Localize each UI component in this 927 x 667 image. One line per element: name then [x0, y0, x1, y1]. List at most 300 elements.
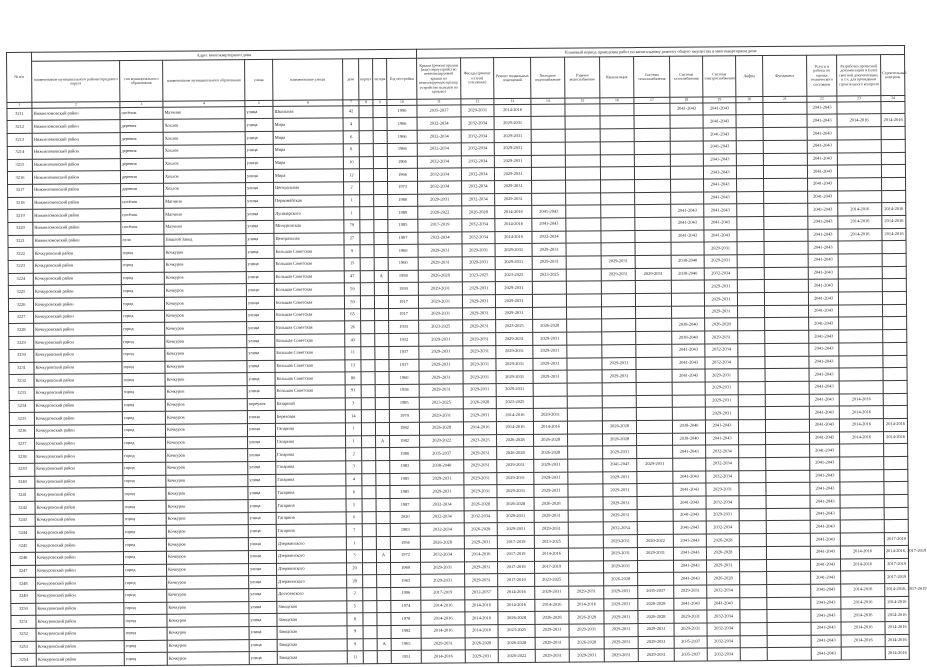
- table-cell: [765, 305, 809, 318]
- table-cell: [634, 167, 670, 180]
- table-cell: [531, 142, 565, 155]
- table-cell: [881, 127, 905, 140]
- table-cell: [763, 153, 807, 166]
- table-cell: 1960: [389, 372, 419, 385]
- table-cell: [635, 179, 671, 192]
- table-cell: [375, 321, 389, 334]
- table-cell: 2029-2031: [534, 459, 568, 472]
- table-cell: город: [121, 272, 164, 285]
- table-cell: [635, 217, 671, 230]
- table-cell: [838, 254, 882, 267]
- table-cell: 2032-2034: [462, 181, 495, 194]
- table-cell: 3229: [9, 336, 34, 349]
- table-cell: [363, 651, 377, 664]
- table-cell: 11: [347, 651, 363, 664]
- table-cell: 2041-2043: [704, 204, 737, 217]
- table-cell: [739, 534, 766, 547]
- table-cell: [738, 394, 765, 407]
- table-cell: 2041-2043: [808, 216, 838, 229]
- table-cell: Кочкуров: [166, 449, 248, 462]
- table-cell: улица: [249, 576, 277, 589]
- table-cell: 2029-2031: [533, 408, 567, 421]
- table-cell: 3212: [7, 121, 32, 134]
- table-cell: 2014-2016: [495, 218, 532, 231]
- table-cell: [765, 356, 809, 369]
- table-cell: улица: [247, 360, 275, 373]
- table-cell: Кочкуровский район: [36, 577, 124, 590]
- table-cell: деревня: [120, 158, 163, 171]
- table-cell: Нижнеломовский район: [33, 234, 121, 247]
- header-columns-row: [7, 54, 905, 102]
- table-cell: [766, 533, 810, 546]
- table-cell: [738, 381, 765, 394]
- table-cell: Мира: [273, 144, 343, 157]
- table-cell: 2029-2031: [497, 472, 534, 485]
- table-cell: город: [122, 412, 165, 425]
- table-cell: 43: [345, 334, 361, 347]
- table-cell: [672, 306, 705, 319]
- table-cell: [737, 217, 764, 230]
- table-cell: Дзержинского: [277, 575, 347, 588]
- table-cell: улица: [245, 170, 273, 183]
- table-cell: Большая Советская: [274, 245, 344, 258]
- table-cell: 2029-2031: [706, 483, 739, 496]
- table-cell: 2041-2043: [810, 432, 840, 445]
- table-cell: Кочкуровский район: [35, 488, 123, 501]
- table-cell: 11: [345, 347, 361, 360]
- table-cell: 2029-2031: [496, 371, 533, 384]
- table-cell: 3216: [7, 172, 32, 185]
- table-cell: [840, 482, 884, 495]
- column-number: 20: [736, 97, 763, 103]
- table-cell: 3225: [8, 286, 33, 299]
- table-cell: Кочкуровский район: [36, 564, 124, 577]
- table-cell: [374, 296, 388, 309]
- table-cell: Заводская: [277, 639, 347, 652]
- table-cell: [360, 207, 374, 220]
- table-cell: [737, 280, 764, 293]
- table-cell: 2: [346, 448, 362, 461]
- table-cell: [376, 461, 390, 474]
- table-cell: 2041-2043: [673, 445, 706, 458]
- table-cell: 1951: [391, 651, 421, 664]
- table-cell: 2041-2043: [704, 191, 737, 204]
- table-cell: [362, 511, 376, 524]
- table-cell: 1983: [390, 460, 420, 473]
- table-body: [7, 101, 927, 666]
- table-cell: 80: [345, 372, 361, 385]
- table-cell: [740, 610, 767, 623]
- table-cell: [739, 508, 766, 521]
- table-cell: город: [123, 538, 166, 551]
- column-header: Год постройки: [387, 58, 417, 99]
- table-cell: [565, 129, 600, 142]
- table-cell: [739, 458, 766, 471]
- table-cell: 2026-2028: [463, 396, 496, 409]
- table-cell: [363, 638, 377, 651]
- table-cell: 2029-2031: [705, 382, 738, 395]
- table-cell: деревня: [120, 171, 163, 184]
- table-cell: [601, 192, 635, 205]
- table-cell: Кочкуров: [167, 627, 249, 640]
- table-cell: [883, 406, 907, 419]
- table-cell: 2014-2016: [837, 114, 881, 127]
- table-cell: [602, 306, 636, 319]
- table-cell: [360, 283, 374, 296]
- table-cell: 1966: [387, 156, 417, 169]
- table-cell: Кочкуров: [165, 347, 247, 360]
- table-cell: 1956: [390, 536, 420, 549]
- table-cell: 2038-2040: [420, 460, 464, 473]
- table-cell: [840, 507, 884, 520]
- table-cell: 47: [344, 270, 360, 283]
- table-cell: 2026-2028: [464, 523, 497, 536]
- table-cell: 2026-2028: [534, 446, 568, 459]
- table-cell: [600, 141, 634, 154]
- table-cell: [883, 368, 907, 381]
- table-cell: [601, 281, 635, 294]
- table-cell: [361, 334, 375, 347]
- table-cell: улица: [248, 500, 276, 513]
- column-header: Канализация: [600, 57, 634, 98]
- table-cell: 2029-2031: [419, 409, 463, 422]
- column-number: 4: [163, 101, 245, 107]
- table-cell: [637, 522, 673, 535]
- table-cell: Кочкуров: [166, 487, 248, 500]
- table-cell: 2032-2034: [705, 356, 738, 369]
- table-cell: 2026-2028: [534, 497, 568, 510]
- table-cell: 2041-2043: [808, 178, 838, 191]
- table-cell: улица: [248, 449, 276, 462]
- table-cell: [837, 101, 881, 114]
- table-cell: [764, 292, 808, 305]
- table-cell: 2014-2016: [881, 114, 905, 127]
- table-cell: 2029-2031: [533, 370, 567, 383]
- table-cell: 2032-2034: [462, 231, 495, 244]
- table-cell: [635, 293, 671, 306]
- table-cell: Кочкуровский район: [34, 361, 122, 374]
- table-cell: 2041-2043: [703, 103, 736, 116]
- table-cell: 2017-2019: [421, 587, 465, 600]
- table-cell: 2014-2016: [838, 203, 882, 216]
- table-cell: [764, 280, 808, 293]
- table-cell: город: [123, 462, 166, 475]
- table-cell: [766, 483, 810, 496]
- table-cell: [373, 156, 387, 169]
- table-cell: [602, 319, 636, 332]
- table-cell: 4: [346, 473, 362, 486]
- table-cell: [359, 143, 373, 156]
- table-cell: 2041-2043: [811, 635, 841, 648]
- table-cell: [601, 230, 635, 243]
- table-cell: [363, 562, 377, 575]
- table-cell: [568, 472, 603, 485]
- table-cell: 2041-2043: [809, 356, 839, 369]
- table-cell: улица: [246, 195, 274, 208]
- table-cell: [377, 651, 391, 664]
- table-cell: [602, 332, 636, 345]
- table-cell: 1: [344, 207, 360, 220]
- table-cell: 2032-2034: [462, 219, 495, 232]
- table-cell: 3222: [8, 248, 33, 261]
- table-cell: 1: [344, 194, 360, 207]
- table-cell: город: [124, 640, 167, 653]
- table-cell: 2029-2031: [494, 130, 531, 143]
- table-cell: 2029-2031: [464, 447, 497, 460]
- table-cell: 2032-2034: [706, 470, 739, 483]
- table-cell: [737, 204, 764, 217]
- table-cell: Матчино: [164, 195, 246, 208]
- table-cell: 2029-2031: [463, 320, 496, 333]
- table-cell: 2029-2031: [533, 332, 567, 345]
- table-cell: 2026-2028: [533, 320, 567, 333]
- table-cell: [670, 154, 703, 167]
- table-cell: 2032-2034: [461, 143, 494, 156]
- table-cell: [838, 292, 882, 305]
- table-cell: [837, 127, 881, 140]
- table-cell: [373, 105, 387, 118]
- table-cell: 2041-2043: [807, 102, 837, 115]
- table-cell: 2014-2016: [465, 625, 498, 638]
- table-cell: [361, 372, 375, 385]
- column-number: 17: [634, 97, 670, 103]
- table-cell: улица: [246, 271, 274, 284]
- table-cell: 2041-2043: [670, 103, 703, 116]
- table-cell: 2041-2043: [674, 572, 707, 585]
- table-cell: [374, 232, 388, 245]
- table-cell: 2032-2034: [420, 549, 464, 562]
- column-header: Лифты: [736, 56, 763, 97]
- table-cell: 2032-2034: [603, 522, 637, 535]
- table-cell: [601, 294, 635, 307]
- table-cell: улица: [246, 208, 274, 221]
- table-cell: 2014-2016: [535, 599, 569, 612]
- table-cell: Большая Советская: [274, 283, 344, 296]
- table-cell: 2041-2043: [809, 394, 839, 407]
- table-cell: 3221: [8, 235, 33, 248]
- table-cell: [568, 459, 603, 472]
- table-cell: [740, 584, 767, 597]
- table-cell: 2029-2031: [638, 636, 674, 649]
- table-cell: [376, 448, 390, 461]
- table-cell: 1974: [391, 600, 421, 613]
- table-cell: 2041-2043: [811, 597, 841, 610]
- table-cell: 2032-2034: [706, 458, 739, 471]
- column-header: Ремонт подвальных помещений: [494, 57, 531, 98]
- table-cell: город: [122, 348, 165, 361]
- table-cell: [600, 154, 634, 167]
- table-cell: [671, 242, 704, 255]
- table-cell: [568, 548, 603, 561]
- table-cell: [738, 318, 765, 331]
- table-cell: 2041-2043: [810, 508, 840, 521]
- table-cell: 2029-2031: [603, 535, 637, 548]
- table-cell: [884, 469, 908, 482]
- table-cell: [375, 410, 389, 423]
- table-cell: [634, 141, 670, 154]
- column-number: 3: [120, 101, 163, 107]
- table-cell: [374, 181, 388, 194]
- table-cell: Кочкуровский район: [34, 374, 122, 387]
- column-number: 24: [881, 95, 905, 101]
- table-cell: 2041-2043: [808, 191, 838, 204]
- table-cell: [737, 267, 764, 280]
- table-cell: 3254: [11, 654, 36, 667]
- table-cell: [635, 255, 671, 268]
- table-cell: [568, 446, 603, 459]
- table-cell: 2029-2031: [638, 649, 674, 662]
- table-cell: Нижнеломовский район: [33, 184, 121, 197]
- table-cell: [763, 127, 807, 140]
- table-cell: 2029-2031: [534, 510, 568, 523]
- table-cell: [737, 293, 764, 306]
- table-cell: [739, 432, 766, 445]
- table-cell: [764, 216, 808, 229]
- table-cell: [636, 331, 672, 344]
- table-cell: 2041-2043: [703, 141, 736, 154]
- table-cell: 2041-2043: [810, 546, 840, 559]
- table-cell: 2029-2031: [495, 193, 532, 206]
- table-cell: 59: [344, 296, 360, 309]
- table-cell: 2029-2031: [497, 485, 534, 498]
- table-cell: 2041-2043: [808, 267, 838, 280]
- table-cell: 2014-2016: [838, 216, 882, 229]
- table-cell: [376, 524, 390, 537]
- table-cell: Луначарского: [274, 207, 344, 220]
- table-cell: 2029-2031: [495, 294, 532, 307]
- table-cell: [566, 281, 601, 294]
- table-cell: 1967: [388, 232, 418, 245]
- table-cell: Кочкуров: [167, 563, 249, 576]
- table-cell: 7: [346, 524, 362, 537]
- table-cell: город: [122, 373, 165, 386]
- table-cell: 2029-2031: [604, 649, 638, 662]
- table-cell: 2029-2031: [419, 371, 463, 384]
- table-cell: 2032-2034: [707, 610, 740, 623]
- table-cell: Большая Советская: [275, 359, 345, 372]
- table-cell: 3232: [9, 375, 34, 388]
- column-number: 23: [837, 96, 881, 102]
- table-cell: 2023-2025: [535, 573, 569, 586]
- table-cell: Нижнеломовский район: [32, 171, 120, 184]
- table-cell: [837, 165, 881, 178]
- table-cell: 2029-2031: [705, 306, 738, 319]
- table-cell: 2038-2040: [673, 433, 706, 446]
- table-cell: Кочкуровский район: [34, 412, 122, 425]
- table-cell: 1958: [389, 384, 419, 397]
- table-cell: 2029-2031: [603, 547, 637, 560]
- table-cell: 2041-2043: [809, 368, 839, 381]
- table-cell: 2029-2031: [534, 472, 568, 485]
- table-cell: [565, 154, 600, 167]
- table-cell: 2029-2031: [494, 117, 531, 130]
- table-cell: [839, 355, 883, 368]
- table-cell: 2029-2031: [495, 180, 532, 193]
- table-cell: Гагарина: [276, 448, 346, 461]
- table-cell: [884, 444, 908, 457]
- table-cell: [737, 242, 764, 255]
- table-cell: 2041-2043: [811, 647, 841, 660]
- table-cell: [738, 331, 765, 344]
- table-cell: [883, 342, 907, 355]
- column-header: наименование муниципального района/городского округа: [32, 61, 120, 103]
- table-cell: 2029-2031: [418, 282, 462, 295]
- table-cell: [739, 496, 766, 509]
- table-cell: [531, 117, 565, 130]
- table-cell: 2029-2031: [462, 295, 495, 308]
- table-cell: [376, 511, 390, 524]
- table-cell: [763, 115, 807, 128]
- table-cell: [672, 407, 705, 420]
- table-cell: [359, 131, 373, 144]
- table-cell: 3238: [10, 451, 35, 464]
- table-cell: 2032-2034: [532, 231, 566, 244]
- table-cell: улица: [245, 157, 273, 170]
- table-cell: 2041-2043: [672, 344, 705, 357]
- table-cell: [739, 521, 766, 534]
- table-cell: 2041-2043: [603, 459, 637, 472]
- column-number: 18: [670, 97, 703, 103]
- table-cell: [361, 346, 375, 359]
- table-cell: 2041-2043: [808, 229, 838, 242]
- table-cell: [634, 103, 670, 116]
- table-cell: 2041-2043: [673, 547, 706, 560]
- table-cell: Кочкуров: [167, 639, 249, 652]
- table-cell: город: [122, 323, 165, 336]
- table-cell: [567, 408, 602, 421]
- table-cell: 2032-2034: [707, 585, 740, 598]
- table-cell: 2014-2016: [533, 421, 567, 434]
- table-cell: 2032-2034: [461, 130, 494, 143]
- table-cell: 2029-2031: [421, 638, 465, 651]
- table-cell: Кочкуровский район: [34, 323, 122, 336]
- table-cell: 2014-2016: [495, 206, 532, 219]
- table-cell: Кочкуровский район: [36, 590, 124, 603]
- table-cell: 2014-2016: [498, 599, 535, 612]
- table-cell: 2026-2028: [569, 636, 604, 649]
- table-cell: Кочкуровский район: [36, 615, 124, 628]
- table-cell: 2032-2034: [706, 445, 739, 458]
- table-cell: [671, 192, 704, 205]
- table-cell: Кочкуров: [166, 512, 248, 525]
- table-cell: А: [374, 270, 388, 283]
- table-cell: улица: [245, 106, 273, 119]
- table-cell: [602, 395, 636, 408]
- table-cell: 1985: [390, 486, 420, 499]
- table-cell: [374, 207, 388, 220]
- table-cell: [671, 179, 704, 192]
- table-cell: Кочкуровский район: [34, 310, 122, 323]
- table-cell: 2020-2022: [498, 650, 535, 663]
- table-cell: [883, 355, 907, 368]
- table-cell: 3245: [10, 539, 35, 552]
- table-cell: 2029-2031: [704, 242, 737, 255]
- table-cell: [766, 432, 810, 445]
- table-cell: 2026-2028: [707, 572, 740, 585]
- table-cell: [374, 283, 388, 296]
- table-cell: [531, 104, 565, 117]
- table-cell: город: [123, 450, 166, 463]
- table-cell: Матчино: [164, 221, 246, 234]
- column-number: 11: [417, 99, 461, 105]
- table-cell: улица: [249, 639, 277, 652]
- table-cell: [568, 497, 603, 510]
- table-cell: 2014-2016: [841, 584, 885, 597]
- table-cell: 2014-2016: [885, 596, 909, 609]
- column-number: 9: [373, 100, 387, 106]
- table-cell: [736, 153, 763, 166]
- table-cell: [767, 597, 811, 610]
